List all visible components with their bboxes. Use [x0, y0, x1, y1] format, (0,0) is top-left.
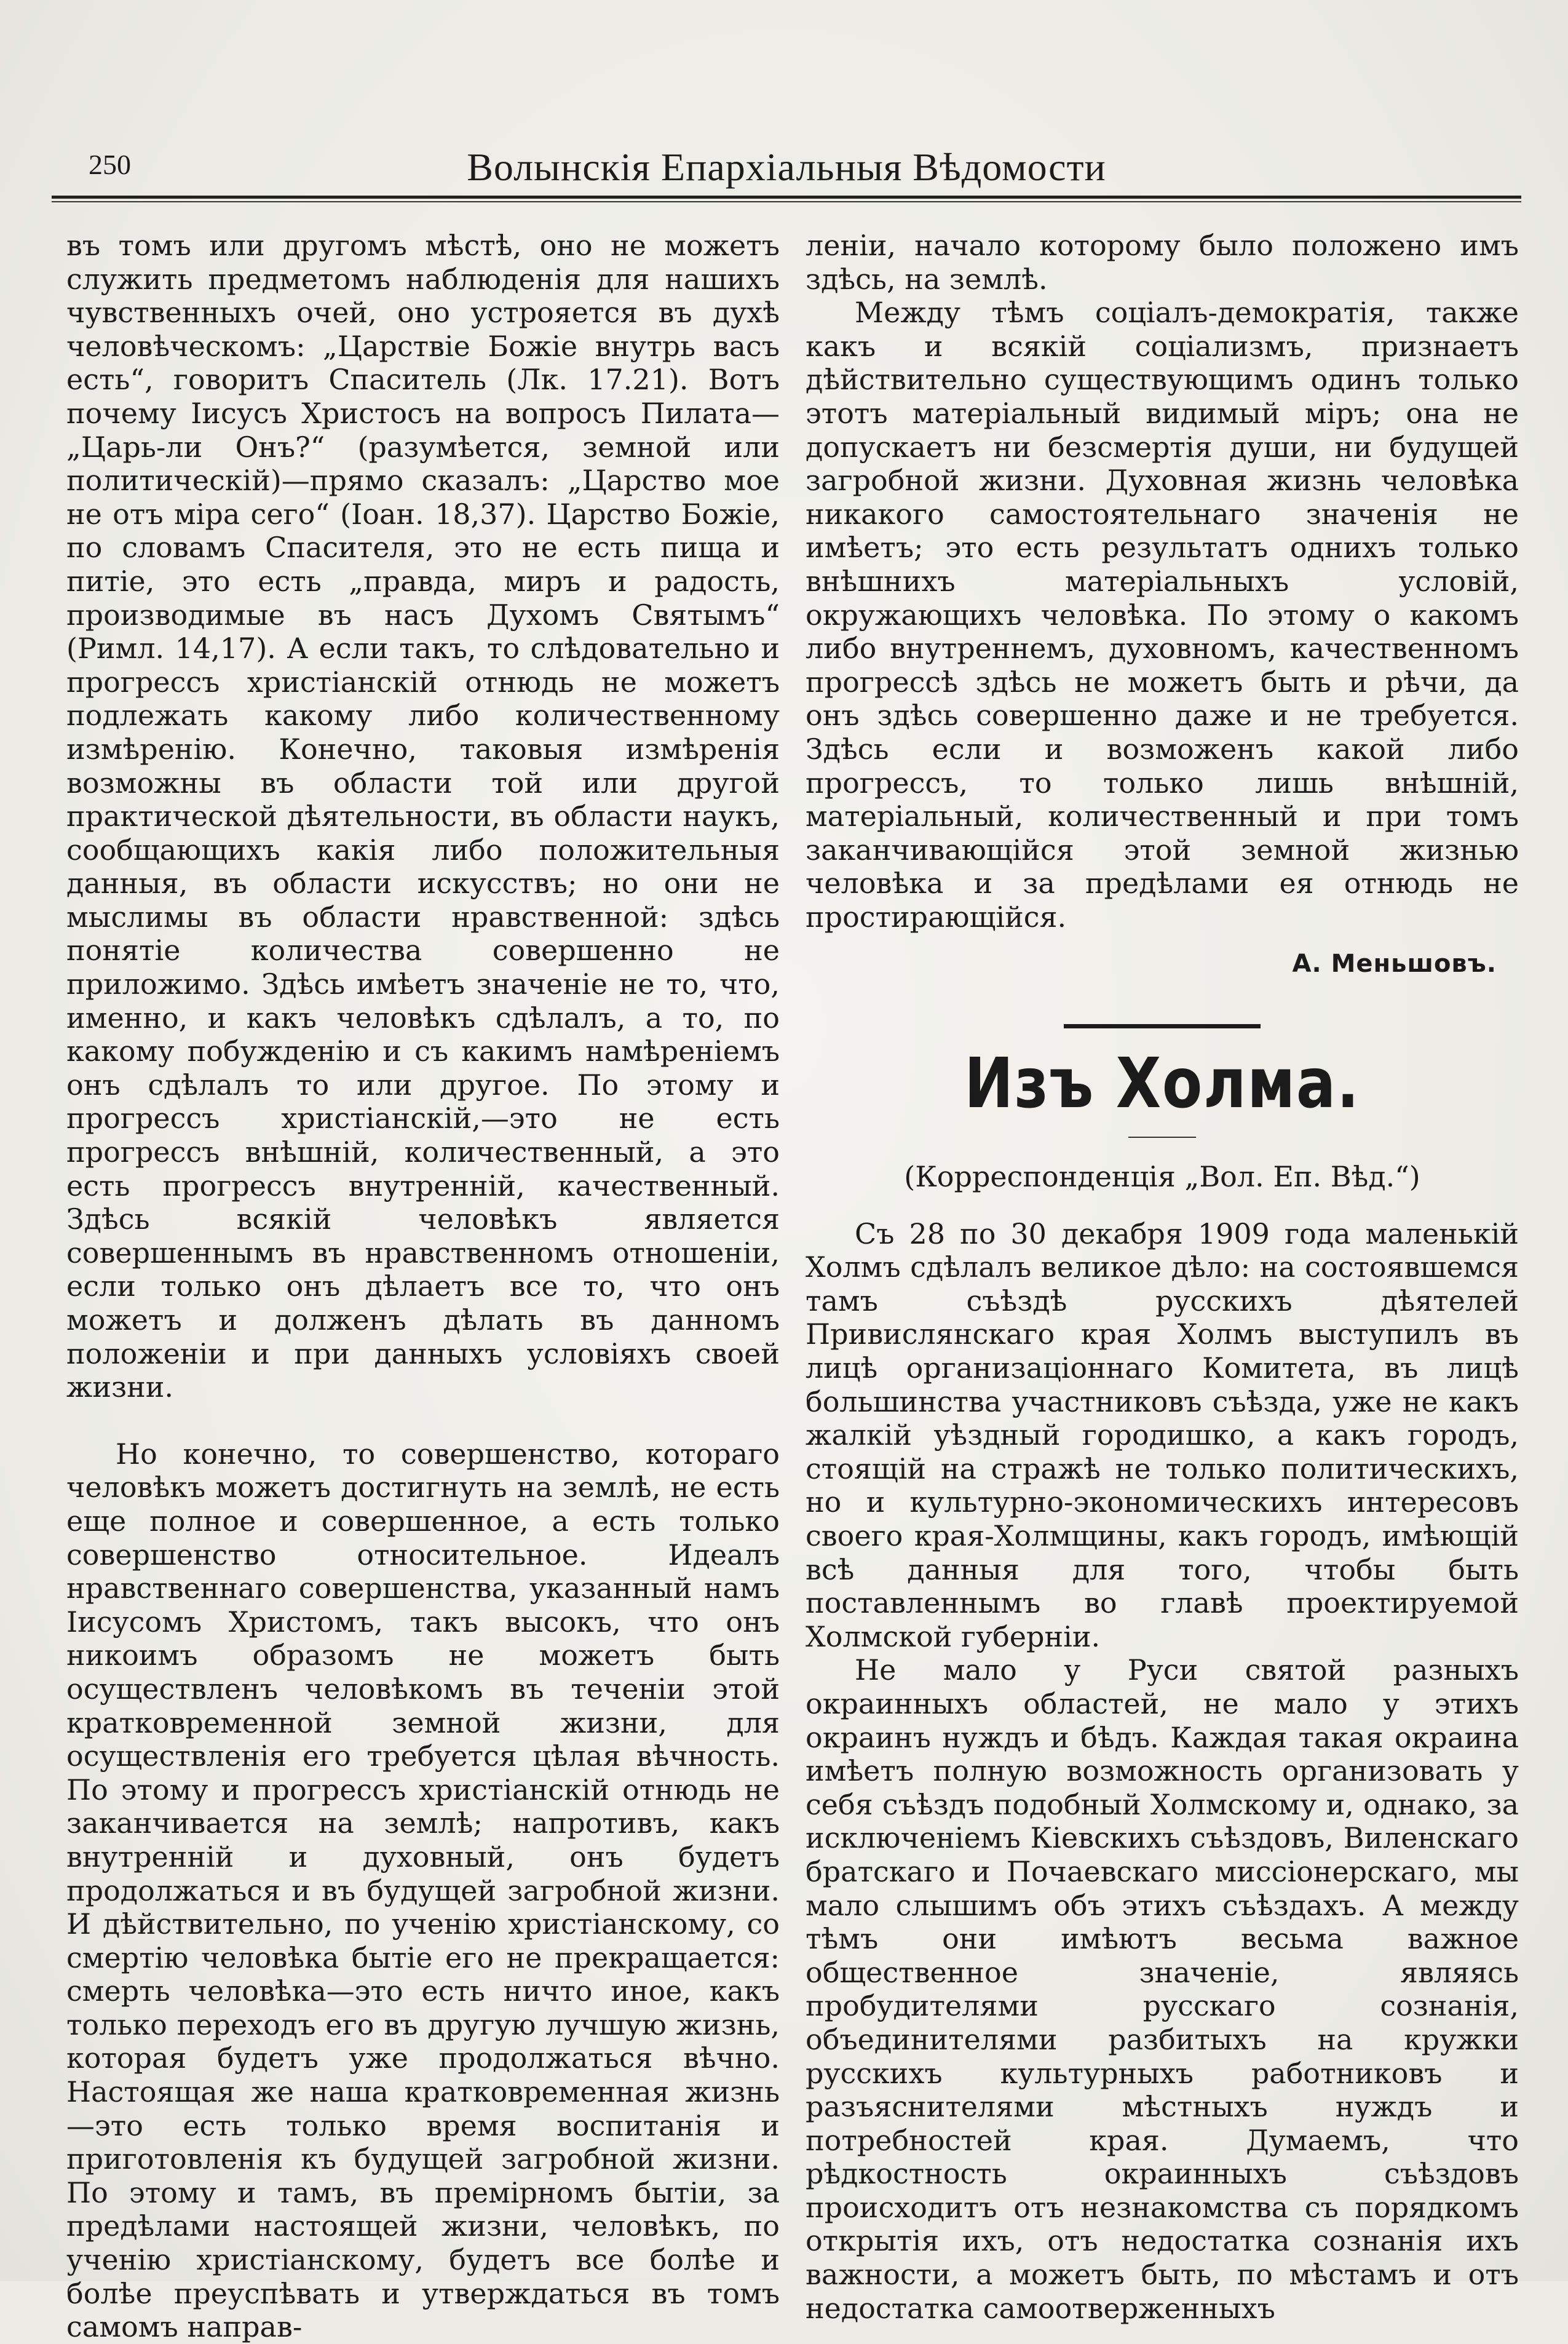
- header-rule: [52, 196, 1521, 199]
- author-signature: А. Меньшовъ.: [1292, 950, 1497, 979]
- page-number: 250: [89, 149, 131, 180]
- section-title: Изъ Холма.: [964, 1044, 1360, 1124]
- paragraph: Но конечно, то совершенство, котораго человѣкъ можетъ достигнуть на землѣ, не есть еще полное и совершенное, а есть только совершенство относительное. Идеалъ нравственнаго совершенства, указанный намъ Іисусомъ Христомъ, такъ высокъ, что онъ никоимъ образомъ не можетъ быть осуществленъ человѣкомъ въ теченіи этой кратковременной земной жизни, для осуществленія его требуется цѣлая вѣчность. По этому и прогрессъ христіанскій отнюдь не заканчивается на землѣ; напротивъ, какъ внутренній и духовный, онъ будетъ продолжаться и въ будущей загробной жизни. И дѣйствительно, по ученію христіанскому, со смертію человѣка бытіе его не прекращается: смерть человѣка—это есть ничто иное, какъ только переходъ его въ другую лучшую жизнь, которая будетъ уже продолжаться вѣчно. Настоящая же наша кратковременная жизнь—это есть только время воспитанія и приготовленія къ будущей загробной жизни. По этому и тамъ, въ премірномъ бытіи, за предѣлами настоящей жизни, человѣкъ, по ученію христіанскому, будетъ все болѣе и болѣе преуспѣвать и утверждаться въ томъ самомъ направ-: [66, 1437, 780, 2344]
- header-rule-thin: [52, 201, 1521, 202]
- left-column: [66, 229, 780, 2344]
- section-separator: [1064, 1024, 1261, 1028]
- title-underline: [1128, 1137, 1196, 1138]
- journal-title: Волынскія Епархіальныя Вѣдомости: [467, 145, 1106, 189]
- right-column: [806, 229, 1519, 2325]
- paragraph: Между тѣмъ соціалъ-демократія, также какъ и всякій соціализмъ, признаетъ дѣйствительно существующимъ одинъ только этотъ матеріальный видимый міръ; она не допускаетъ ни безсмертія души, ни будущей загробной жизни. Духовная жизнь человѣка никакого самостоятельнаго значенія не имѣетъ; это есть результатъ однихъ только внѣшнихъ матеріальныхъ условій, окружающихъ человѣка. По этому о какомъ либо внутреннемъ, духовномъ, качественномъ прогрессѣ здѣсь не можетъ быть и рѣчи, да онъ здѣсь совершенно даже и не требуется. Здѣсь если и возможенъ какой либо прогрессъ, то только лишь внѣшній, матеріальный, количественный и при томъ заканчивающійся этой земной жизнью человѣка и за предѣлами ея отнюдь не простирающійся.: [806, 296, 1519, 934]
- running-header: [52, 145, 1521, 188]
- correspondence-note: (Корреспонденція „Вол. Еп. Вѣд.“): [904, 1160, 1420, 1194]
- paragraph: Не мало у Руси святой разныхъ окраинныхъ областей, не мало у этихъ окраинъ нуждъ и бѣдъ. Каждая такая окраина имѣетъ полную возможность организовать у себя съѣздъ подобный Холмскому и, однако, за исключеніемъ Кіевскихъ съѣздовъ, Виленскаго братскаго и Почаевскаго миссіонерскаго, мы мало слышимъ объ этихъ съѣздахъ. А между тѣмъ они имѣютъ весьма важное общественное значеніе, являясь пробудителями русскаго сознанія, объединителями разбитыхъ на кружки русскихъ культурныхъ работниковъ и разъяснителями мѣстныхъ нуждъ и потребностей края. Думаемъ, что рѣдкостность окраинныхъ съѣздовъ происходитъ отъ незнакомства съ порядкомъ открытія ихъ, отъ недостатка сознанія ихъ важности, а можетъ быть, по мѣстамъ и отъ недостатка самоотверженныхъ: [806, 1653, 1519, 2325]
- paragraph: Съ 28 по 30 декабря 1909 года маленькій Холмъ сдѣлалъ великое дѣло: на состоявшемся тамъ съѣздѣ русскихъ дѣятелей Привислянскаго края Холмъ выступилъ въ лицѣ организаціоннаго Комитета, въ лицѣ большинства участниковъ съѣзда, уже не какъ жалкій уѣздный городишко, а какъ городъ, стоящій на стражѣ не только политическихъ, но и культурно-экономическихъ интересовъ своего края-Холмщины, какъ городъ, имѣющій всѣ данныя для того, чтобы быть поставленнымъ во главѣ проектируемой Холмской губерніи.: [806, 1217, 1519, 1653]
- paragraph: леніи, начало которому было положено имъ здѣсь, на землѣ.: [806, 229, 1519, 296]
- paragraph: въ томъ или другомъ мѣстѣ, оно не можетъ служить предметомъ наблюденія для нашихъ чувственныхъ очей, оно устрояется въ духѣ человѣческомъ: „Царствіе Божіе внутрь васъ есть“, говоритъ Спаситель (Лк. 17.21). Вотъ почему Іисусъ Христосъ на вопросъ Пилата—„Царь-ли Онъ?“ (разумѣется, земной или политическій)—прямо сказалъ: „Царство мое не отъ міра сего“ (Іоан. 18,37). Царство Божіе, по словамъ Спасителя, это не есть пища и питіе, это есть „правда, миръ и радость, производимые въ насъ Духомъ Святымъ“ (Римл. 14,17). А если такъ, то слѣдовательно и прогрессъ христіанскій отнюдь не можетъ подлежать какому либо количественному измѣренію. Конечно, таковыя измѣренія возможны въ области той или другой практической дѣятельности, въ области наукъ, сообщающихъ какія либо положительныя данныя, въ области искусствъ; но они не мыслимы въ области нравственной: здѣсь понятіе количества совершенно не приложимо. Здѣсь имѣетъ значеніе не то, что, именно, и какъ человѣкъ сдѣлалъ, а то, по какому побужденію и съ какимъ намѣреніемъ онъ сдѣлалъ то или другое. По этому и прогрессъ христіанскій,—это не есть прогрессъ внѣшній, количественный, а это есть прогрессъ внутренній, качественный. Здѣсь всякій человѣкъ является совершеннымъ въ нравственномъ отношеніи, если только онъ дѣлаетъ все то, что онъ можетъ и долженъ дѣлать въ данномъ положеніи и при данныхъ условіяхъ своей жизни.: [66, 229, 780, 1404]
